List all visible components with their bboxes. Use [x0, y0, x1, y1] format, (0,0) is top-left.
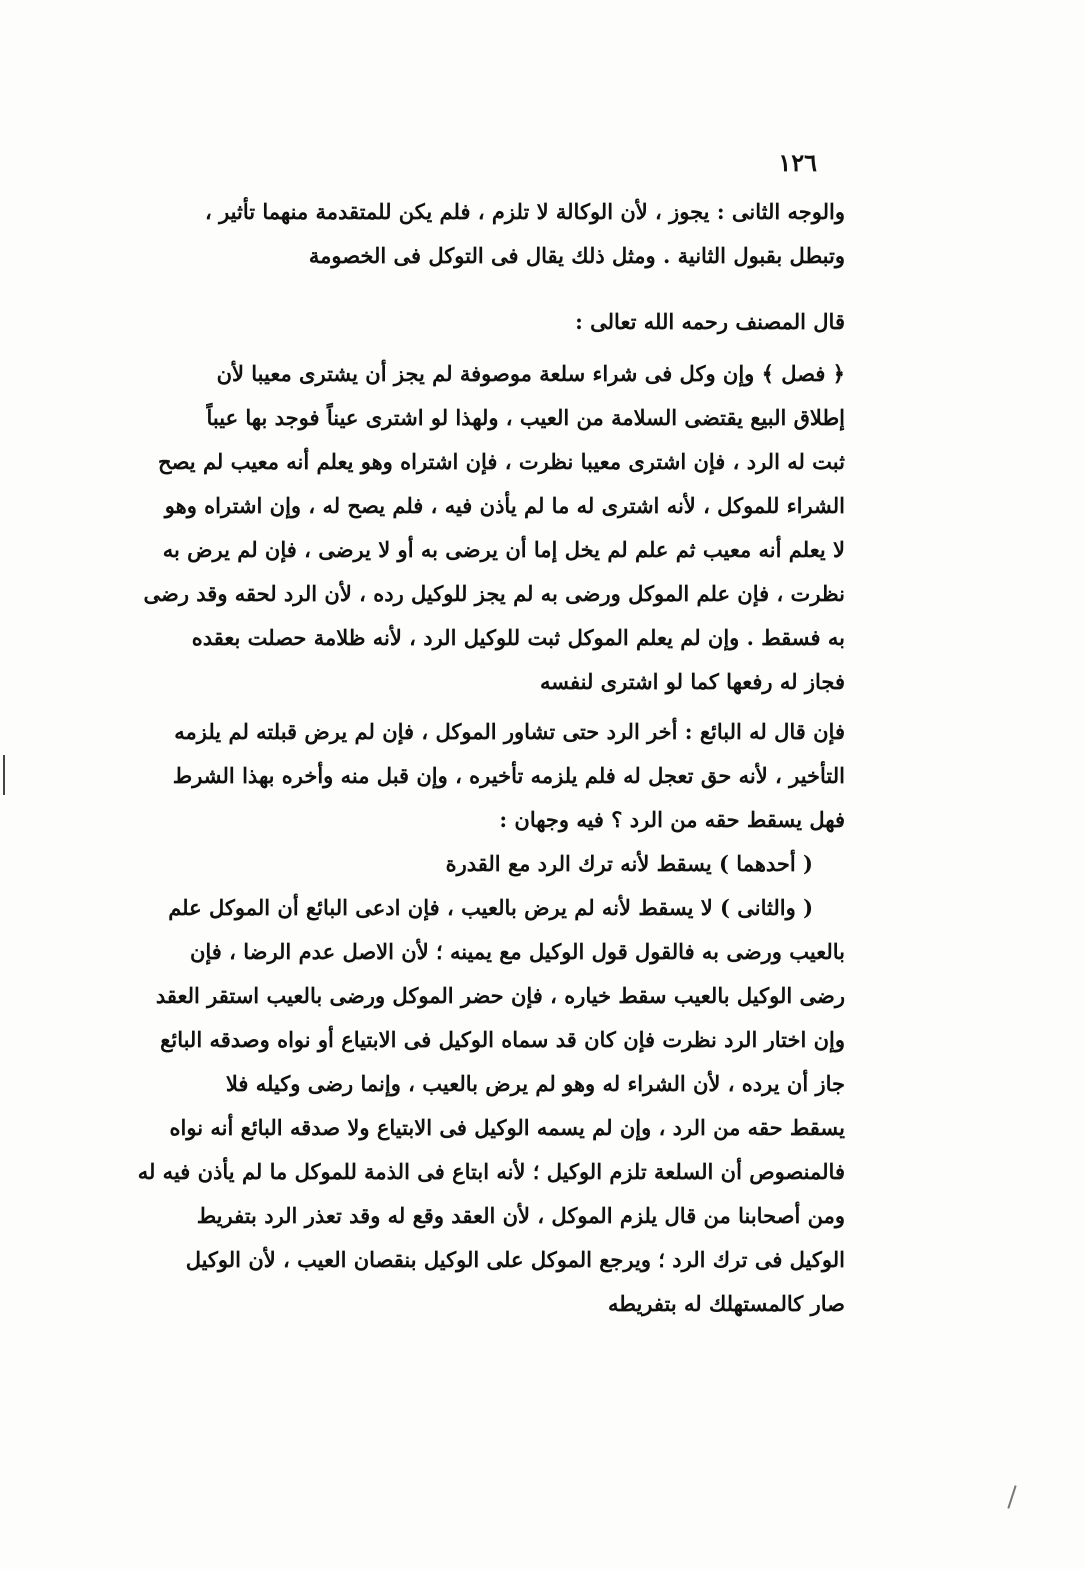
text-line: فجاز له رفعها كما لو اشترى لنفسه [540, 669, 845, 694]
text-line: يسقط حقه من الرد ، وإن لم يسمه الوكيل فى الابتياع ولا صدقه البائع أنه نواه [169, 1115, 845, 1140]
text-line: رضى الوكيل بالعيب سقط خياره ، فإن حضر الموكل ورضى بالعيب استقر العقد [155, 983, 845, 1008]
text-line: وإن اختار الرد نظرت فإن كان قد سماه الوكيل فى الابتياع أو نواه وصدقه البائع [160, 1027, 845, 1052]
section-body [135, 352, 845, 1326]
text-line: ﴿ فصل ﴾ وإن وكل فى شراء سلعة موصوفة لم يجز أن يشترى معيبا لأن [216, 361, 845, 386]
text-line: إطلاق البيع يقتضى السلامة من العيب ، ولهذا لو اشترى عيناً فوجد بها عيباً [206, 405, 845, 430]
first-view-line: ( أحدهما ) يسقط لأنه ترك الرد مع القدرة [445, 851, 813, 876]
text-line: وتبطل بقبول الثانية . ومثل ذلك يقال فى التوكل فى الخصومة [308, 243, 845, 268]
text-line: فهل يسقط حقه من الرد ؟ فيه وجهان : [499, 807, 845, 832]
text-line: ثبت له الرد ، فإن اشترى معيبا نظرت ، فإن اشتراه وهو يعلم أنه معيب لم يصح [158, 449, 845, 474]
text-line: لا يعلم أنه معيب ثم علم لم يخل إما أن يرضى به أو لا يرضى ، فإن لم يرض به [162, 537, 845, 562]
text-line: صار كالمستهلك له بتفريطه [607, 1291, 845, 1316]
text-line: فالمنصوص أن السلعة تلزم الوكيل ؛ لأنه ابتاع فى الذمة للموكل ما لم يأذن فيه له [137, 1159, 845, 1184]
scan-artifact-mark [1007, 1485, 1016, 1508]
text-line: فإن قال له البائع : أخر الرد حتى تشاور الموكل ، فإن لم يرض قبلته لم يلزمه [174, 719, 845, 744]
text-line: جاز أن يرده ، لأن الشراء له وهو لم يرض بالعيب ، وإنما رضى وكيله فلا [225, 1071, 845, 1096]
text-line: ( والثانى ) لا يسقط لأنه لم يرض بالعيب ، فإن ادعى البائع أن الموكل علم [168, 895, 813, 920]
author-heading [135, 300, 845, 344]
page-number: ١٢٦ [778, 148, 817, 177]
text-line: ومن أصحابنا من قال يلزم الموكل ، لأن العقد وقع له وقد تعذر الرد بتفريط [196, 1203, 845, 1228]
intro-paragraph [135, 190, 845, 278]
scan-edge-mark [3, 755, 5, 795]
text-line: به فسقط . وإن لم يعلم الموكل ثبت للوكيل الرد ، لأنه ظلامة حصلت بعقده [191, 625, 845, 650]
text-line: الشراء للموكل ، لأنه اشترى له ما لم يأذن فيه ، فلم يصح له ، وإن اشتراه وهو [164, 493, 845, 518]
text-line: التأخير ، لأنه حق تعجل له فلم يلزمه تأخيره ، وإن قبل منه وأخره بهذا الشرط [172, 763, 845, 788]
author-line: قال المصنف رحمه الله تعالى : [575, 309, 845, 334]
text-line: بالعيب ورضى به فالقول قول الوكيل مع يمينه ؛ لأن الاصل عدم الرضا ، فإن [189, 939, 845, 964]
text-line: نظرت ، فإن علم الموكل ورضى به لم يجز للوكيل رده ، لأن الرد لحقه وقد رضى [143, 581, 845, 606]
text-line: الوكيل فى ترك الرد ؛ ويرجع الموكل على الوكيل بنقصان العيب ، لأن الوكيل [185, 1247, 845, 1272]
text-line: والوجه الثانى : يجوز ، لأن الوكالة لا تلزم ، فلم يكن للمتقدمة منهما تأثير ، [204, 199, 845, 224]
